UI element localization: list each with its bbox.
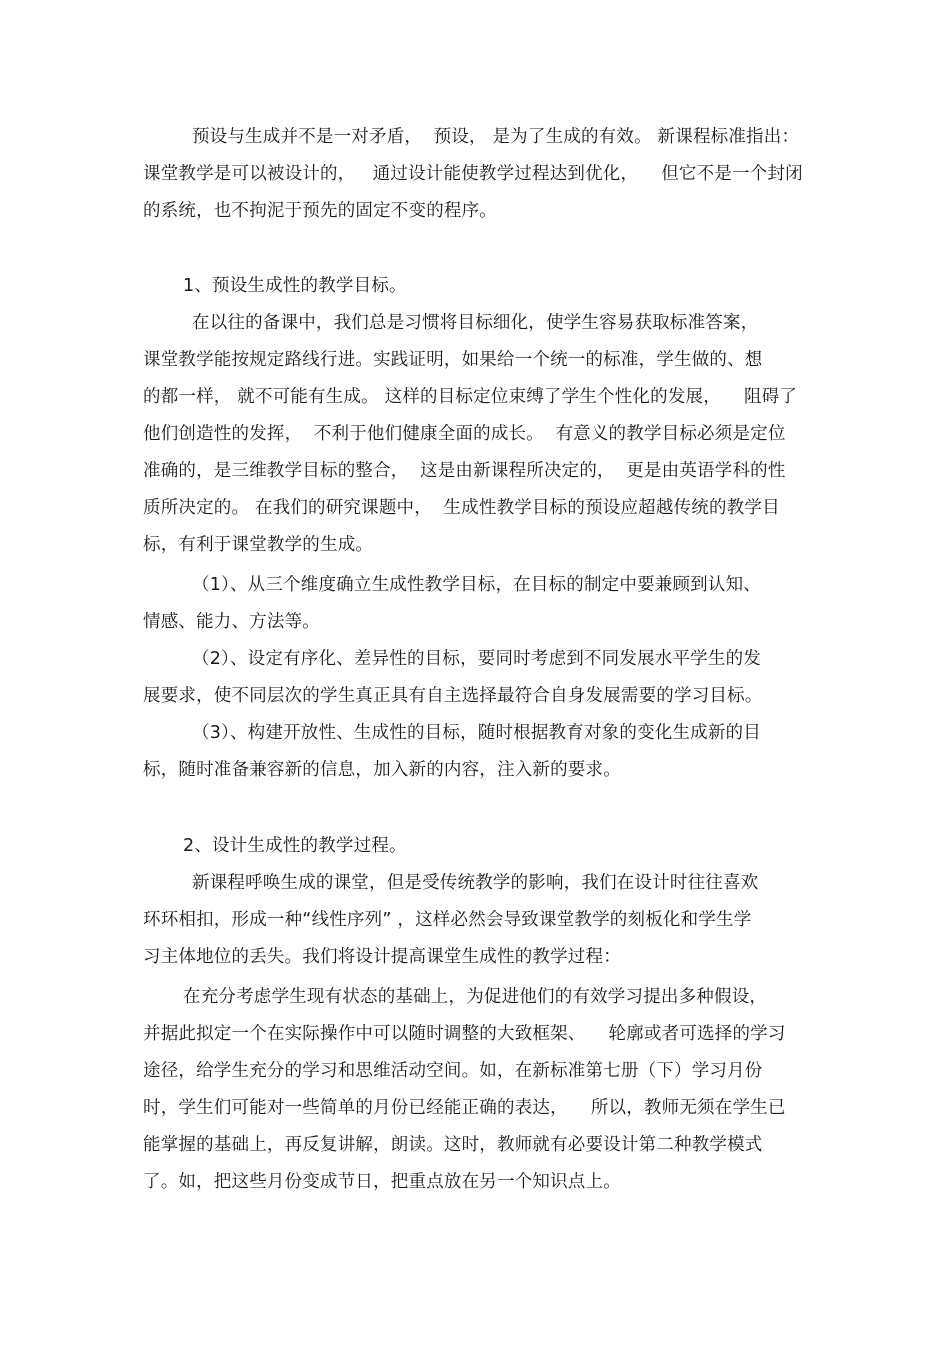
paragraph-line: 质所决定的。 在我们的研究课题中， 生成性教学目标的预设应超越传统的教学目 [143, 498, 780, 518]
paragraph-line: 课堂教学是可以被设计的， 通过设计能使教学过程达到优化， 但它不是一个封闭 [143, 164, 803, 184]
paragraph-line: 准确的，是三维教学目标的整合， 这是由新课程所决定的， 更是由英语学科的性 [143, 461, 786, 481]
paragraph-line: 了。如，把这些月份变成节日，把重点放在另一个知识点上。 [143, 1172, 621, 1192]
list-item-line: （3）、构建开放性、生成性的目标，随时根据教育对象的变化生成新的目 [192, 723, 761, 743]
section-heading: 2、设计生成性的教学过程。 [183, 836, 407, 856]
paragraph-line: 展要求，使不同层次的学生真正具有自主选择最符合自身发展需要的学习目标。 [143, 686, 763, 706]
paragraph-line: 并据此拟定一个在实际操作中可以随时调整的大致框架、 轮廓或者可选择的学习 [143, 1024, 786, 1044]
paragraph-line: 新课程呼唤生成的课堂，但是受传统教学的影响，我们在设计时往往喜欢 [192, 873, 759, 893]
paragraph-line: 习主体地位的丢失。我们将设计提高课堂生成性的教学过程： [143, 947, 621, 967]
paragraph-line: 在以往的备课中，我们总是习惯将目标细化，使学生容易获取标准答案， [192, 313, 759, 333]
paragraph-line: 标，随时准备兼容新的信息，加入新的内容，注入新的要求。 [143, 760, 621, 780]
paragraph-line: 标，有利于课堂教学的生成。 [143, 535, 374, 555]
paragraph-line: 途径，给学生充分的学习和思维活动空间。如，在新标准第七册（下）学习月份 [143, 1061, 763, 1081]
paragraph-line: 环环相扣，形成一种“线性序列” ，这样必然会导致课堂教学的刻板化和学生学 [143, 910, 752, 930]
paragraph-line: 的都一样， 就不可能有生成。 这样的目标定位束缚了学生个性化的发展， 阻碍了 [143, 387, 798, 407]
paragraph-line: 在充分考虑学生现有状态的基础上，为促进他们的有效学习提出多种假设， [183, 987, 768, 1007]
list-item-line: （1）、从三个维度确立生成性教学目标，在目标的制定中要兼顾到认知、 [192, 575, 761, 595]
paragraph-line: 时，学生们可能对一些简单的月份已经能正确的表达， 所以，教师无须在学生已 [143, 1098, 786, 1118]
list-item-line: （2）、设定有序化、差异性的目标，要同时考虑到不同发展水平学生的发 [192, 649, 761, 669]
paragraph-line: 能掌握的基础上，再反复讲解，朗读。这时，教师就有必要设计第二种教学模式 [143, 1135, 763, 1155]
paragraph-line: 的系统，也不拘泥于预先的固定不变的程序。 [143, 201, 497, 221]
paragraph-line: 情感、能力、方法等。 [143, 612, 320, 632]
paragraph-line: 课堂教学能按规定路线行进。实践证明，如果给一个统一的标准，学生做的、想 [143, 350, 763, 370]
section-heading: 1、预设生成性的教学目标。 [183, 276, 407, 296]
paragraph-line: 预设与生成并不是一对矛盾， 预设， 是为了生成的有效。 新课程标准指出： [192, 127, 800, 147]
paragraph-line: 他们创造性的发挥， 不利于他们健康全面的成长。 有意义的教学目标必须是定位 [143, 424, 786, 444]
